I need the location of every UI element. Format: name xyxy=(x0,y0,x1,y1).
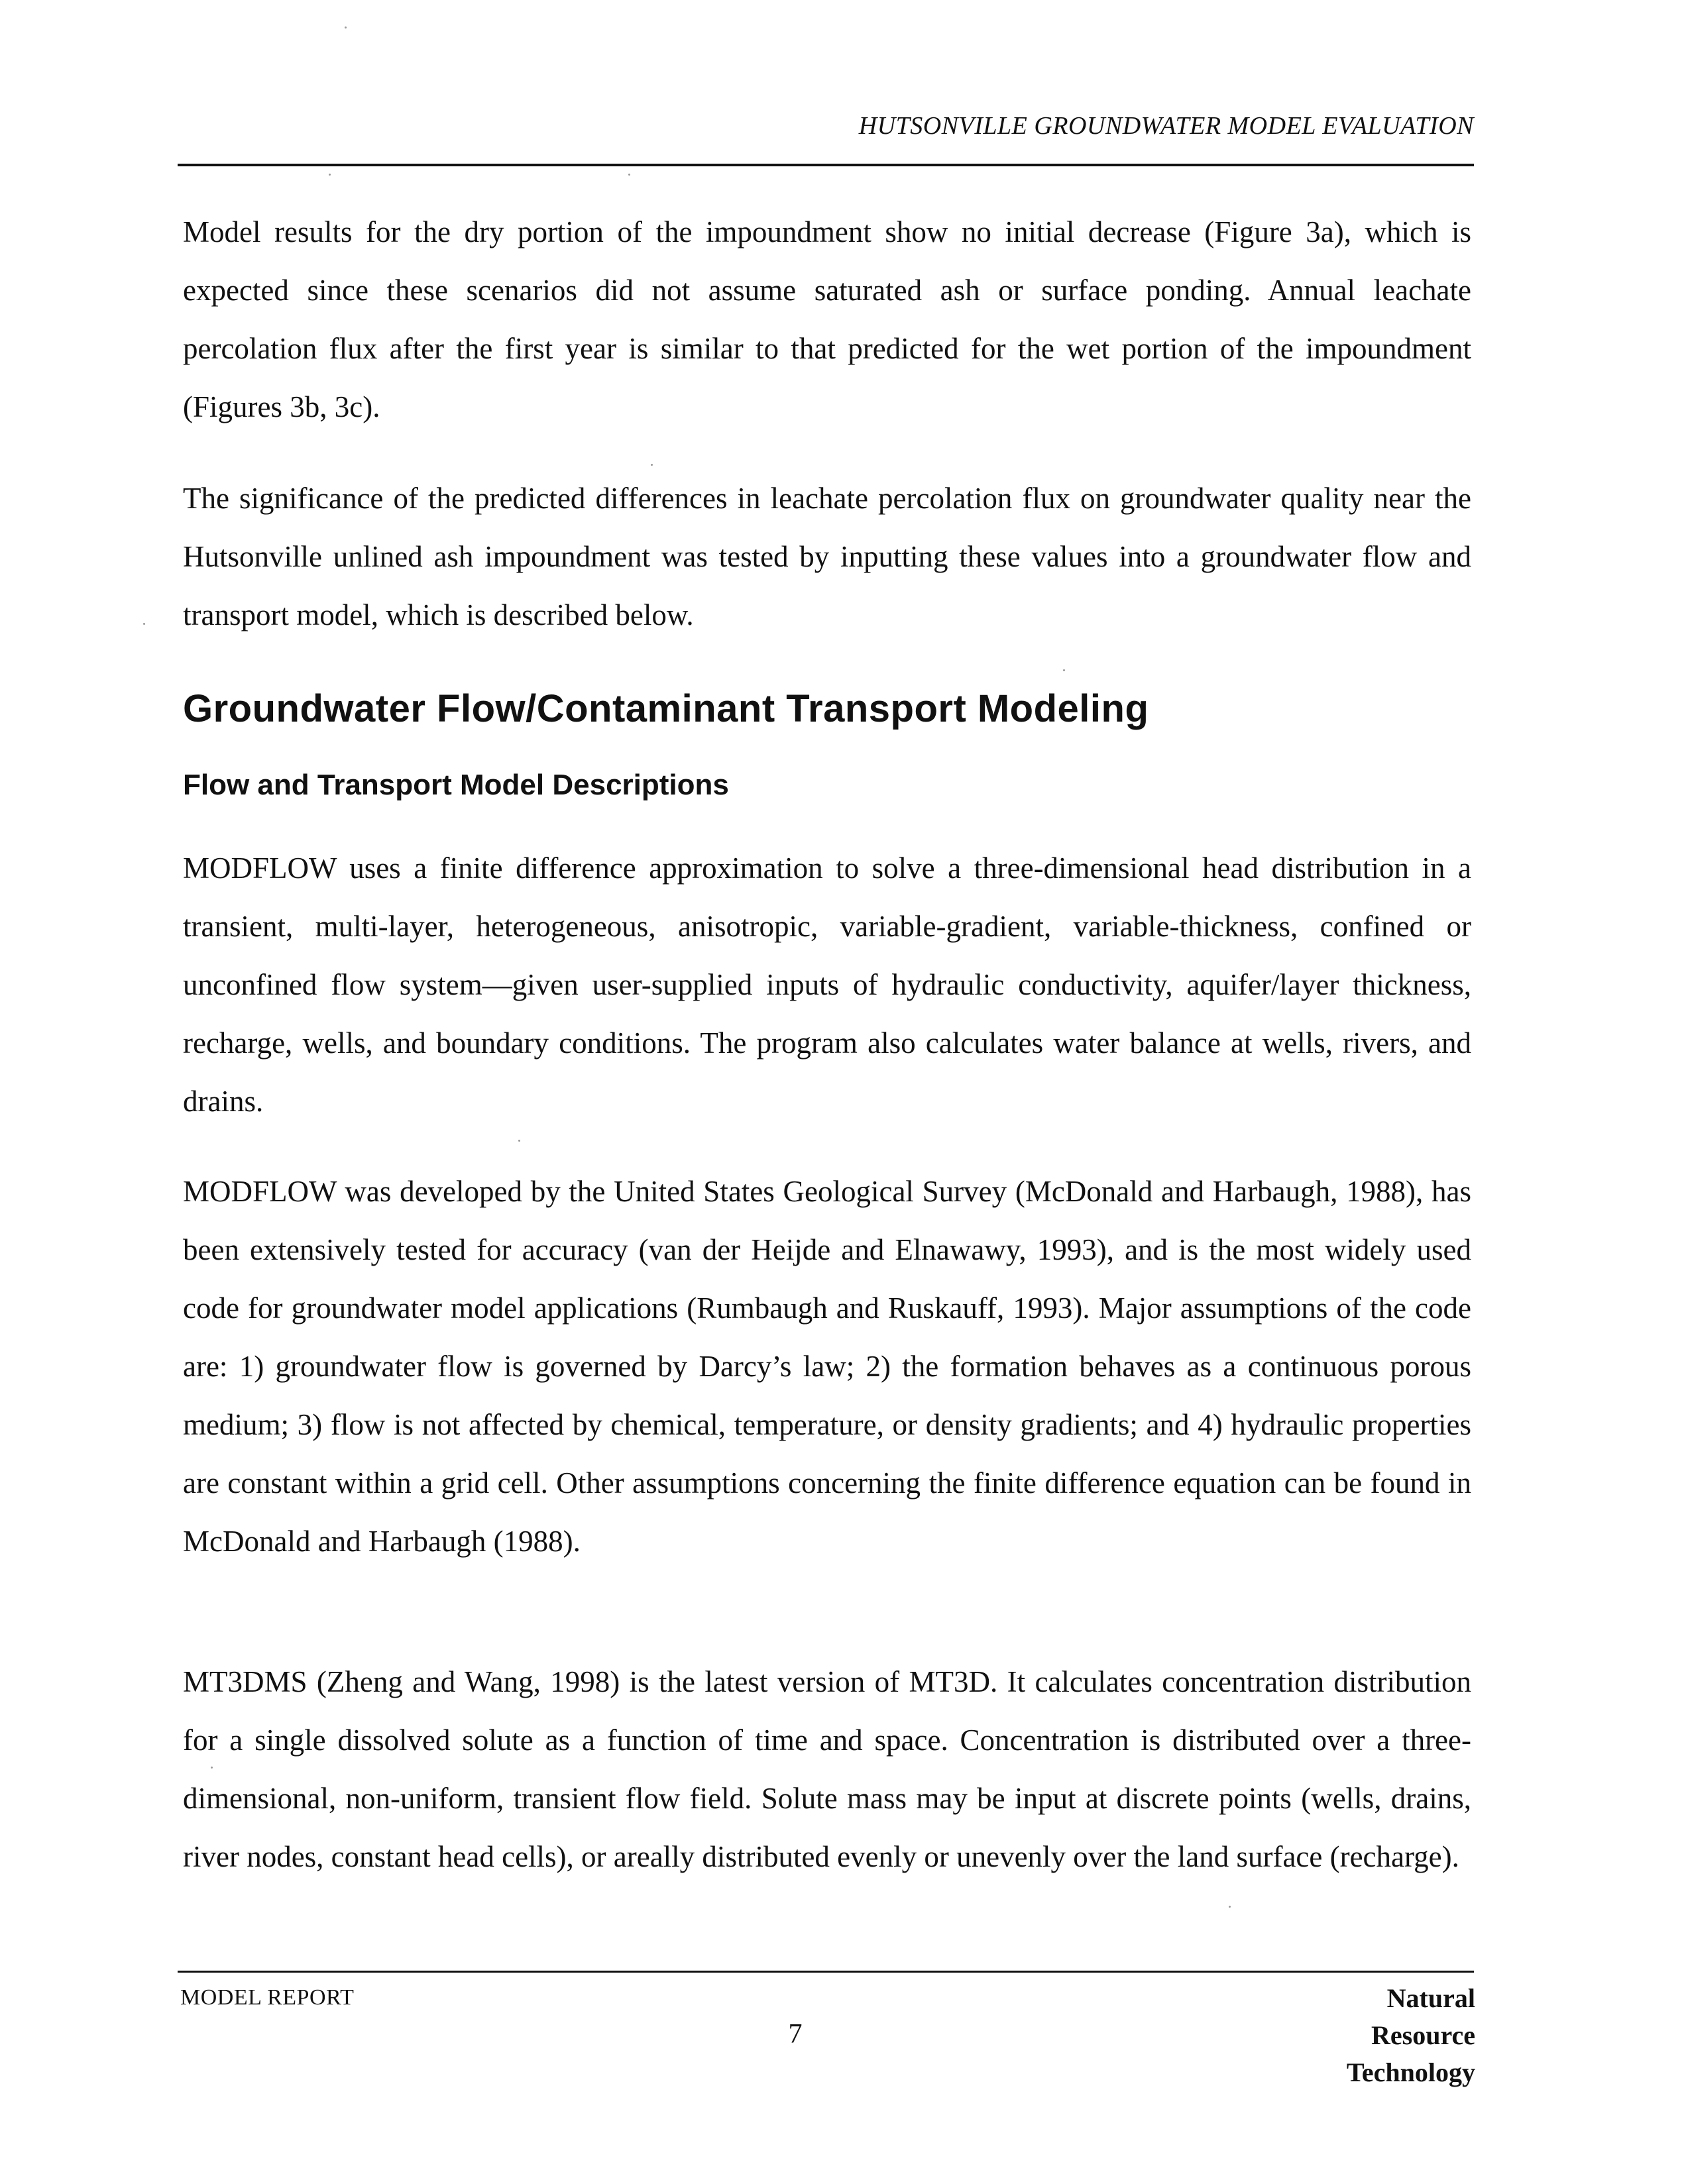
footer-organization xyxy=(1347,1980,1475,2091)
paragraph-modflow-description: MODFLOW uses a finite difference approximation to solve a three-dimensional head distribution in a transient, multi-layer, heterogeneous, anisotropic, variable-gradient, variable-thickness, confined or unconfined flow system—given user-supplied inputs of hydraulic conductivity, aquifer/layer thickness, recharge, wells, and boundary conditions. The program also calculates water balance at wells, rivers, and drains. xyxy=(183,851,1471,1118)
scan-speck xyxy=(628,174,630,176)
page-number: 7 xyxy=(788,2019,803,2049)
footer-rule xyxy=(178,1971,1474,1973)
scan-speck xyxy=(518,1140,520,1142)
footer-org-line: Resource xyxy=(1371,2020,1475,2050)
footer-org-line: Natural xyxy=(1386,1983,1475,2013)
scan-speck xyxy=(1229,1906,1231,1908)
paragraph-mt3dms: MT3DMS (Zheng and Wang, 1998) is the latest version of MT3D. It calculates concentration distribution for a single dissolved solute as a function of time and space. Concentration is distributed over a three-dimensional, non-uniform, transient flow field. Solute mass may be input at discrete points (wells, drains, river nodes, constant head cells), or areally distributed evenly or unevenly over the land surface (recharge). xyxy=(183,1665,1471,1873)
paragraph-significance: The significance of the predicted differences in leachate percolation flux on groundwater quality near the Hutsonville unlined ash impoundment was tested by inputting these values into a groundwater flow and transport model, which is described below. xyxy=(183,482,1471,631)
paragraph-dry-portion-results: Model results for the dry portion of the impoundment show no initial decrease (Figure 3a), which is expected since these scenarios did not assume saturated ash or surface ponding. Annual leachate percolation flux after the first year is similar to that predicted for the wet portion of the impoundment (Figures 3b, 3c). xyxy=(183,215,1471,423)
section-heading: Groundwater Flow/Contaminant Transport Modeling xyxy=(183,687,1149,730)
scan-speck xyxy=(651,464,653,466)
scan-speck xyxy=(143,623,145,625)
scan-speck xyxy=(1063,669,1065,671)
scan-speck xyxy=(345,27,347,28)
subsection-heading: Flow and Transport Model Descriptions xyxy=(183,769,729,801)
footer-org-line: Technology xyxy=(1346,2057,1475,2087)
scan-speck xyxy=(211,1767,213,1769)
running-header: HUTSONVILLE GROUNDWATER MODEL EVALUATION xyxy=(858,112,1474,140)
scan-speck xyxy=(329,174,331,176)
paragraph-modflow-history: MODFLOW was developed by the United States Geological Survey (McDonald and Harbaugh, 1988), has been extensively tested for accuracy (van der Heijde and Elnawawy, 1993), and is the most widely used code for groundwater model applications (Rumbaugh and Ruskauff, 1993). Major assumptions of the code are: 1) groundwater flow is governed by Darcy’s law; 2) the formation behaves as a continuous porous medium; 3) flow is not affected by chemical, temperature, or density gradients; and 4) hydraulic properties are constant within a grid cell. Other assumptions concerning the finite difference equation can be found in McDonald and Harbaugh (1988). xyxy=(183,1175,1471,1558)
header-rule xyxy=(178,164,1474,166)
footer-report-label: MODEL REPORT xyxy=(180,1985,355,2010)
